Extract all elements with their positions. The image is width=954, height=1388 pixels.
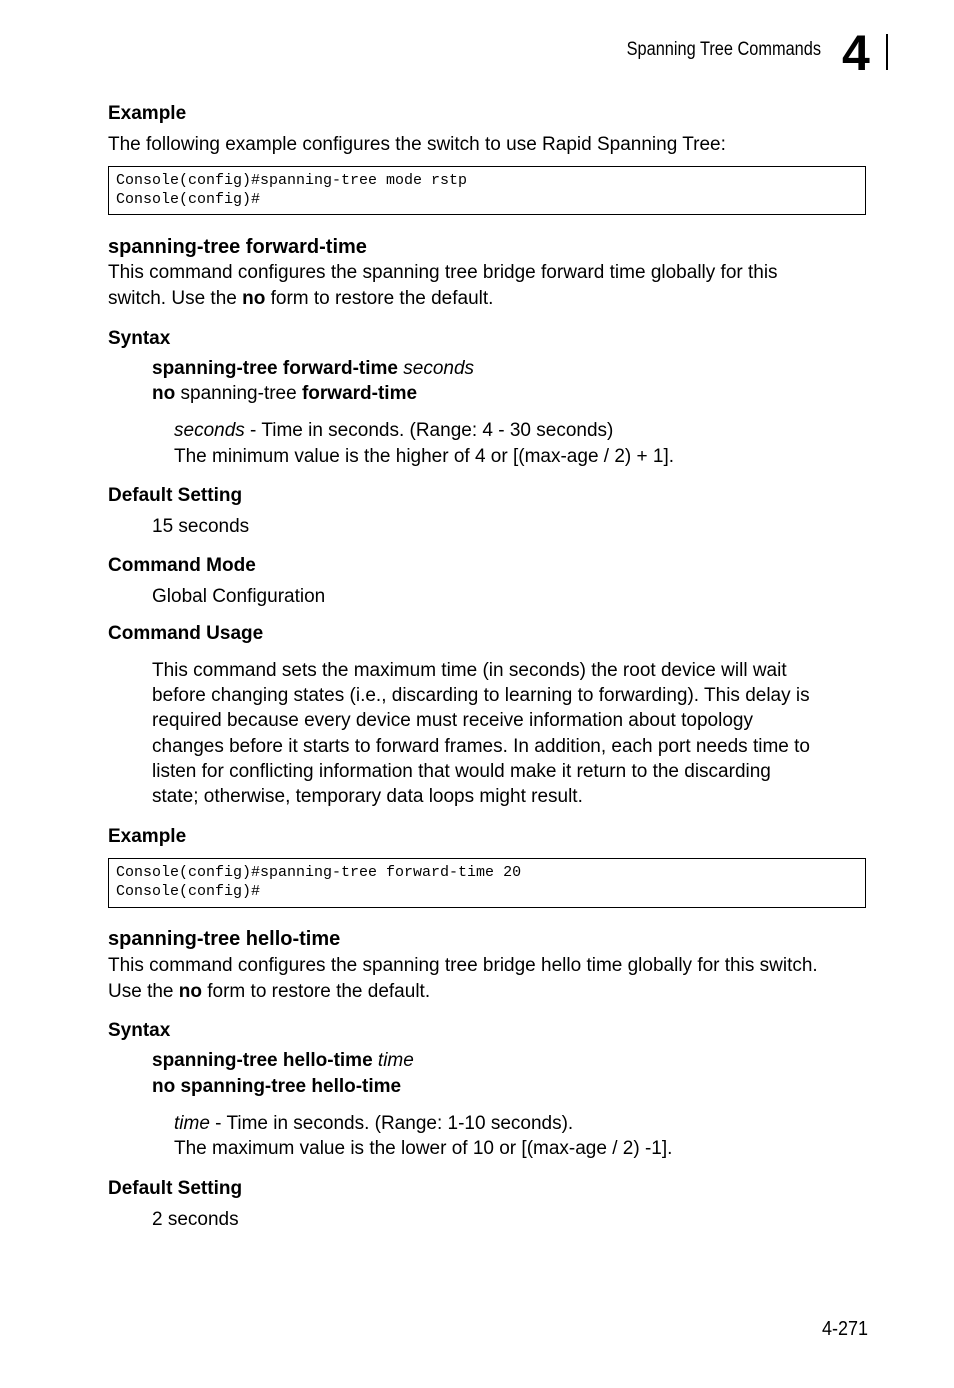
example-intro: The following example configures the switch to use Rapid Spanning Tree: — [108, 134, 726, 155]
argument: time — [377, 1050, 414, 1071]
text: form to restore the default. — [201, 980, 431, 1002]
parameter-block — [174, 418, 674, 470]
code-line: Console(config)# — [116, 883, 261, 900]
description-line: This command configures the spanning tree bridge forward time globally for this — [108, 262, 778, 283]
forward-time-description — [108, 260, 878, 311]
syntax-line — [152, 356, 474, 381]
usage-line: listen for conflicting information that would make it return to the discarding — [152, 760, 771, 782]
default-setting-value: 2 seconds — [152, 1209, 239, 1230]
chapter-number: 4 — [842, 25, 870, 81]
usage-line: changes before it starts to forward frames. In addition, each port needs time to — [152, 735, 810, 757]
keyword: no — [178, 980, 202, 1002]
command-keyword: spanning-tree forward-time — [152, 358, 398, 379]
description-line — [108, 286, 878, 312]
chapter-divider — [886, 34, 888, 70]
example-heading: Example — [108, 826, 187, 847]
code-line: Console(config)# — [116, 191, 261, 208]
parameter-description: - Time in seconds. (Range: 1-10 seconds). — [209, 1113, 574, 1134]
keyword: no — [242, 287, 266, 309]
code-block-forward-time — [108, 858, 866, 908]
syntax-line — [152, 381, 474, 406]
parameter-line — [174, 1111, 672, 1136]
usage-line: state; otherwise, temporary data loops might result. — [152, 786, 583, 808]
text: form to restore the default. — [265, 287, 494, 309]
command-mode-heading: Command Mode — [108, 555, 256, 576]
running-header-title: Spanning Tree Commands — [626, 39, 821, 60]
command-keyword: spanning-tree hello-time — [152, 1050, 373, 1071]
default-setting-heading: Default Setting — [108, 485, 243, 506]
text: Use the — [108, 980, 179, 1002]
text: spanning-tree — [175, 383, 302, 404]
command-usage-text — [152, 658, 877, 809]
parameter-block — [174, 1111, 672, 1161]
parameter-name: time — [174, 1113, 210, 1134]
usage-line: before changing states (i.e., discarding to learning to forwarding). This delay is — [152, 685, 810, 707]
parameter-name: seconds — [174, 420, 245, 441]
syntax-block — [152, 1048, 414, 1100]
syntax-heading: Syntax — [108, 1020, 171, 1041]
usage-line: This command sets the maximum time (in seconds) the root device will wait — [152, 660, 787, 681]
parameter-note: The maximum value is the lower of 10 or [(max-age / 2) -1]. — [174, 1138, 673, 1159]
usage-line: required because every device must receive information about topology — [152, 710, 753, 732]
syntax-line — [152, 1074, 414, 1100]
example-heading: Example — [108, 103, 187, 124]
default-setting-heading: Default Setting — [108, 1178, 243, 1199]
code-line: Console(config)#spanning-tree mode rstp — [116, 172, 468, 189]
description-line — [108, 979, 878, 1005]
parameter-note: The minimum value is the higher of 4 or [(max-age / 2) + 1]. — [174, 446, 675, 467]
command-mode-value: Global Configuration — [152, 586, 326, 607]
parameter-line — [174, 418, 674, 444]
hello-time-description — [108, 953, 878, 1004]
command-usage-heading: Command Usage — [108, 623, 264, 644]
default-setting-value: 15 seconds — [152, 516, 250, 537]
command-title-forward-time: spanning-tree forward-time — [108, 236, 367, 258]
page-number: 4-271 — [822, 1318, 869, 1340]
code-block-rstp — [108, 166, 866, 215]
code-line: Console(config)#spanning-tree forward-time 20 — [116, 864, 522, 881]
parameter-description: - Time in seconds. (Range: 4 - 30 seconds) — [244, 420, 614, 441]
argument: seconds — [403, 358, 475, 379]
command-title-hello-time: spanning-tree hello-time — [108, 928, 341, 950]
no-keyword: no — [152, 383, 176, 404]
command-keyword: no spanning-tree hello-time — [152, 1076, 402, 1097]
syntax-line — [152, 1048, 414, 1074]
syntax-heading: Syntax — [108, 328, 171, 349]
syntax-block — [152, 356, 474, 406]
command-keyword: forward-time — [301, 383, 418, 404]
text: switch. Use the — [108, 287, 243, 309]
description-line: This command configures the spanning tree bridge hello time globally for this switch. — [108, 955, 818, 976]
